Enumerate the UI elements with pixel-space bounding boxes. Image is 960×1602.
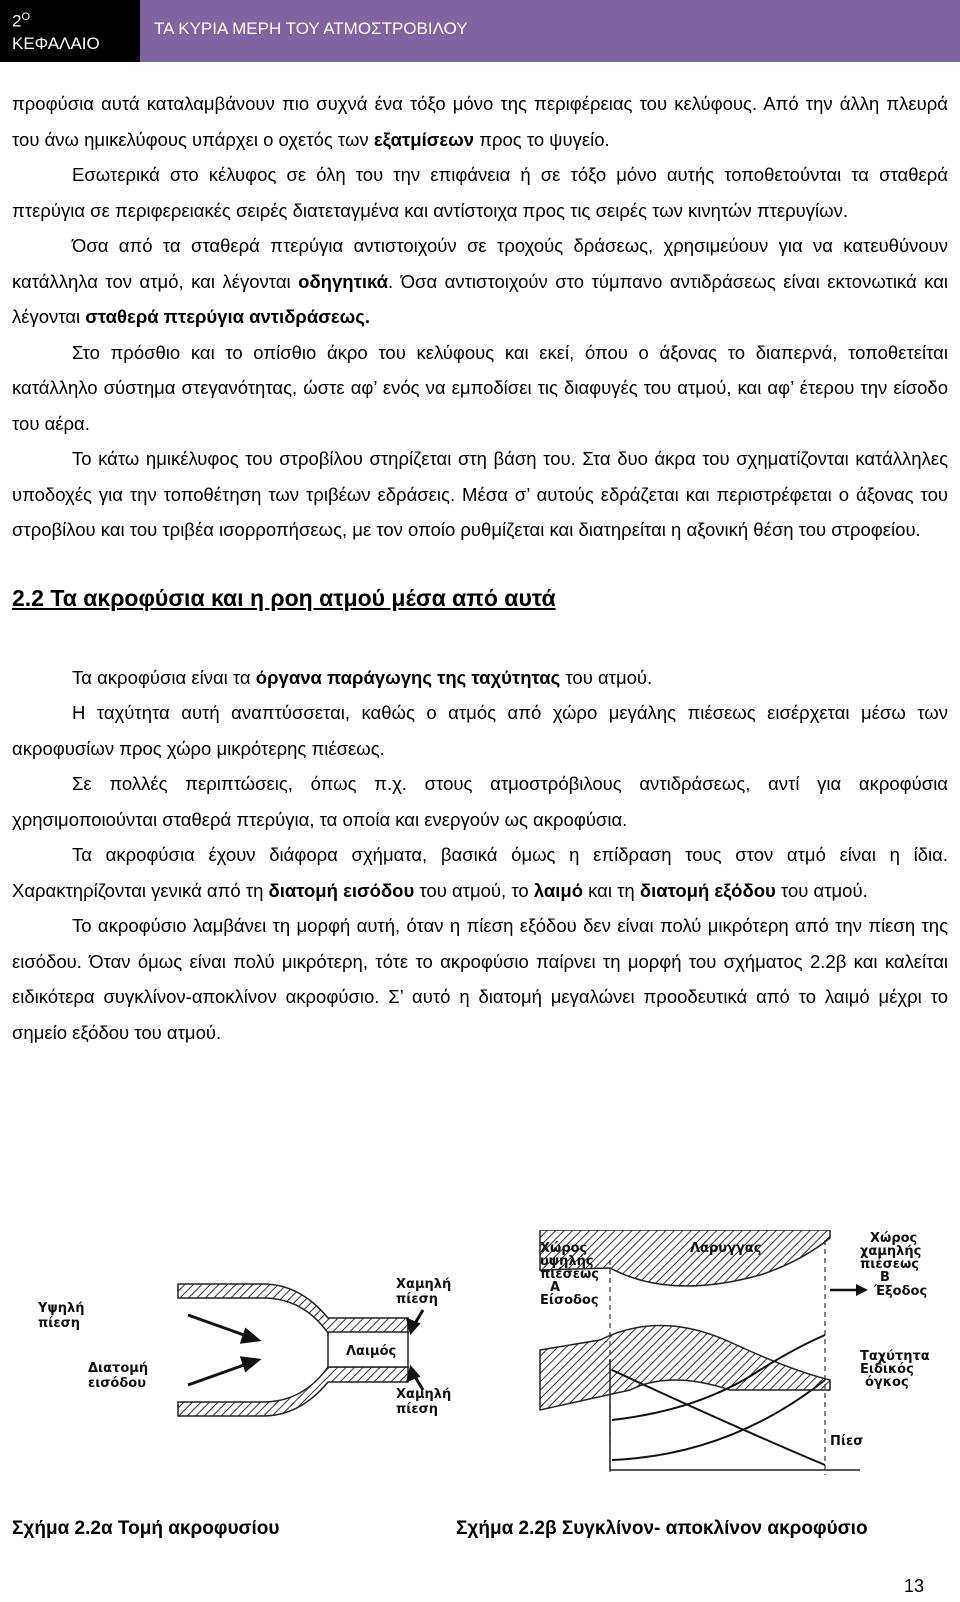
paragraph: Σε πολλές περιπτώσεις, όπως π.χ. στους ατμοστρόβιλους αντιδράσεως, αντί για ακροφύσια χρησιμοποιούνται σταθερά πτερύγια, τα οποία και ενεργούν ως ακροφύσια. [12,773,948,830]
fig-b-lp-space-3: πιέσεως [860,1257,919,1272]
page-body [12,86,948,1050]
fig-a-low-pressure-bottom-1: Χαμηλή [396,1387,452,1402]
fig-a-low-pressure-bottom-2: πίεση [396,1402,438,1417]
fig-a-high-pressure-1: Υψηλή [38,1301,85,1316]
fig-a-high-pressure-2: πίεση [38,1316,80,1331]
fig-a-low-pressure-top-1: Χαμηλή [396,1277,452,1292]
page-header [0,0,960,62]
paragraph: Η ταχύτητα αυτή αναπτύσσεται, καθώς ο ατμός από χώρο μεγάλης πιέσεως εισέρχεται μέσω των ακροφυσίων προς χώρο μικρότερης πιέσεως. [12,702,948,759]
paragraph: Τα ακροφύσια είναι τα όργανα παράγωγης της ταχύτητας του ατμού. [72,666,653,688]
page-number: 13 [903,1576,924,1596]
paragraph: Το κάτω ημικέλυφος του στροβίλου στηρίζεται στη βάση του. Στα δυο άκρα του σχηματίζονται κατάλληλες υποδοχές για την τοποθέτηση των τριβέων εδράσεις. Μέσα σ’ αυτούς εδράζεται και περιστρέφεται ο άξονας του στροβίλου και του τριβέα ισορροπήσεως, με τον οποίο ρυθμίζεται και διατηρείται η αξονική θέση του στροφείου. [12,448,948,540]
paragraph: Όσα από τα σταθερά πτερύγια αντιστοιχούν σε τροχούς δράσεως, χρησιμεύουν για να κατευθύνουν κατάλληλα τον ατμό, και λέγονται οδηγητικά. Όσα αντιστοιχούν στο τύμπανο αντιδράσεως είναι εκτονωτικά και λέγονται σταθερά πτερύγια αντιδράσεως. [12,235,948,327]
chapter-superscript: Ο [21,11,31,23]
paragraph: Τα ακροφύσια έχουν διάφορα σχήματα, βασικά όμως η επίδραση τους στον ατμό είναι η ίδια. Χαρακτηρίζονται γενικά από τη διατομή εισόδου του ατμού, το λαιμό και τη διατομή εξόδου του ατμού. [12,844,948,901]
chapter-word: ΚΕΦΑΛΑΙΟ [12,33,100,53]
fig-b-throat: Λάρυγγας [690,1241,762,1256]
figures-area [0,1230,960,1510]
fig-b-velocity-2: Ειδικός [860,1362,914,1377]
paragraph: Το ακροφύσιο λαμβάνει τη μορφή αυτή, όταν η πίεση εξόδου δεν είναι πολύ μικρότερη από την πίεση της εισόδου. Όταν όμως είναι πολύ μικρότερη, τότε το ακροφύσιο παίρνει τη μορφή του σχήματος 2.2β και καλείται ειδικότερα συγκλίνον-αποκλίνον ακροφύσιο. Σ’ αυτό η διατομή μεγαλώνει προοδευτικά από το λαιμό μέχρι το σημείο εξόδου του ατμού. [12,915,948,1043]
fig-b-hp-space-2: υψηλής [540,1254,594,1269]
fig-a-inlet-section-1: Διατομή [88,1361,149,1376]
fig-b-pressure: Πίεσ [830,1434,864,1449]
nozzle-section-figure [28,1270,528,1430]
fig-a-inlet-section-2: εισόδου [88,1376,146,1391]
paragraph: Στο πρόσθιο και το οπίσθιο άκρο του κελύφους και εκεί, όπου ο άξονας το διαπερνά, τοποθετείται κατάλληλο σύστημα στεγανότητας, ώστε αφ’ ενός να εμποδίσει τις διαφυγές του ατμού, και αφ’ έτερου την είσοδο του αέρα. [12,341,948,434]
fig-b-lp-space-4: Β [880,1270,890,1285]
fig-b-lp-space-1: Χώρος [870,1231,918,1246]
fig-b-hp-space-4: Α [550,1280,561,1295]
fig-a-low-pressure-top-2: πίεση [396,1292,438,1307]
fig-b-exit: Έξοδος [874,1284,928,1299]
fig-a-throat: Λαιμός [346,1344,397,1359]
chapter-number: 2 [12,11,22,31]
fig-b-velocity-1: Ταχύτητα [860,1349,930,1364]
figure-a-caption: Σχήμα 2.2α Τομή ακροφυσίου [12,1518,280,1539]
fig-b-hp-space-5: Είσοδος [540,1293,599,1308]
fig-b-velocity-3: όγκος [865,1375,909,1390]
figure-b-caption: Σχήμα 2.2β Συγκλίνον- αποκλίνον ακροφύσιο [456,1518,868,1539]
chapter-title: ΤΑ ΚΥΡΙΑ ΜΕΡΗ ΤΟΥ ΑΤΜΟΣΤΡΟΒΙΛΟΥ [154,19,468,38]
paragraph: προφύσια αυτά καταλαμβάνουν πιο συχνά ένα τόξο μόνο της περιφέρειας του κελύφους. Από την άλλη πλευρά του άνω ημικελύφους υπάρχει ο οχετός των εξατμίσεων προς το ψυγείο. [12,93,948,150]
converging-diverging-nozzle-figure [530,1230,960,1480]
fig-b-hp-space-1: Χώρος [540,1241,588,1256]
fig-b-lp-space-2: χαμηλής [860,1244,922,1259]
paragraph: Εσωτερικά στο κέλυφος σε όλη του την επιφάνεια ή σε τόξο μόνο αυτής τοποθετούνται τα σταθερά πτερύγια σε περιφερειακές σειρές διατεταγμένα και αντίστοιχα προς τις σειρές των κινητών πτερυγίων. [12,164,948,221]
fig-b-hp-space-3: πιέσεως [540,1267,599,1282]
chapter-title-bar [140,0,960,62]
chapter-box [0,0,140,62]
section-heading: 2.2 Τα ακροφύσια και η ροη ατμού μέσα από αυτά [12,584,556,611]
